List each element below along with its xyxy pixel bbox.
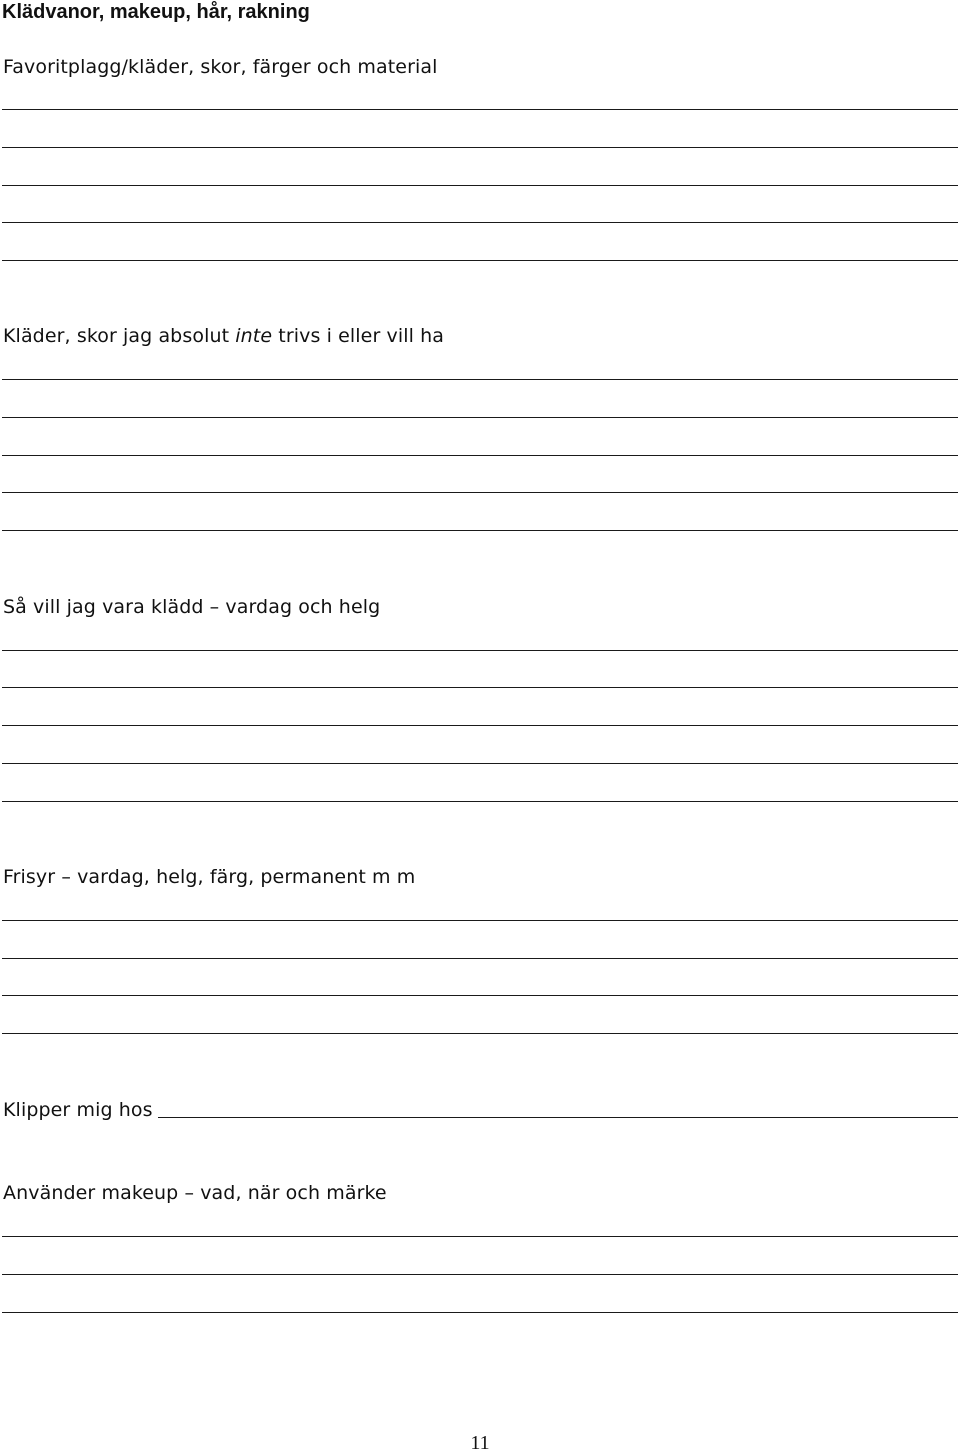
answer-line[interactable] xyxy=(2,222,958,223)
answer-line[interactable] xyxy=(2,147,958,148)
answer-line[interactable] xyxy=(2,109,958,110)
answer-line[interactable] xyxy=(2,1236,958,1237)
answer-line[interactable] xyxy=(2,763,958,764)
answer-line[interactable] xyxy=(2,417,958,418)
answer-line[interactable] xyxy=(2,1033,958,1034)
answer-line[interactable] xyxy=(2,958,958,959)
answer-line[interactable] xyxy=(2,260,958,261)
page-number: 11 xyxy=(470,1432,490,1454)
answer-line[interactable] xyxy=(2,185,958,186)
prompt-makeup: Använder makeup – vad, när och märke xyxy=(3,1182,387,1204)
prompt-text: Kläder, skor jag absolut xyxy=(3,325,236,347)
answer-line[interactable] xyxy=(2,1312,958,1313)
prompt-hairdresser: Klipper mig hos xyxy=(3,1099,153,1121)
answer-line[interactable] xyxy=(2,492,958,493)
answer-line[interactable] xyxy=(2,650,958,651)
prompt-emphasis: inte xyxy=(235,325,273,347)
prompt-favorite-clothes: Favoritplagg/kläder, skor, färger och material xyxy=(3,56,438,78)
page-title: Klädvanor, makeup, hår, rakning xyxy=(2,1,310,23)
answer-line[interactable] xyxy=(2,801,958,802)
answer-line[interactable] xyxy=(2,455,958,456)
answer-line[interactable] xyxy=(2,995,958,996)
answer-line[interactable] xyxy=(2,530,958,531)
answer-line[interactable] xyxy=(2,1274,958,1275)
hairdresser-answer-line[interactable] xyxy=(158,1117,958,1118)
answer-line[interactable] xyxy=(2,920,958,921)
answer-line[interactable] xyxy=(2,725,958,726)
prompt-disliked-clothes xyxy=(3,324,444,348)
prompt-text: trivs i eller vill ha xyxy=(272,325,445,347)
prompt-dress-preference: Så vill jag vara klädd – vardag och helg xyxy=(3,596,381,618)
answer-line[interactable] xyxy=(2,687,958,688)
prompt-hairstyle: Frisyr – vardag, helg, färg, permanent m m xyxy=(3,866,416,888)
answer-line[interactable] xyxy=(2,379,958,380)
